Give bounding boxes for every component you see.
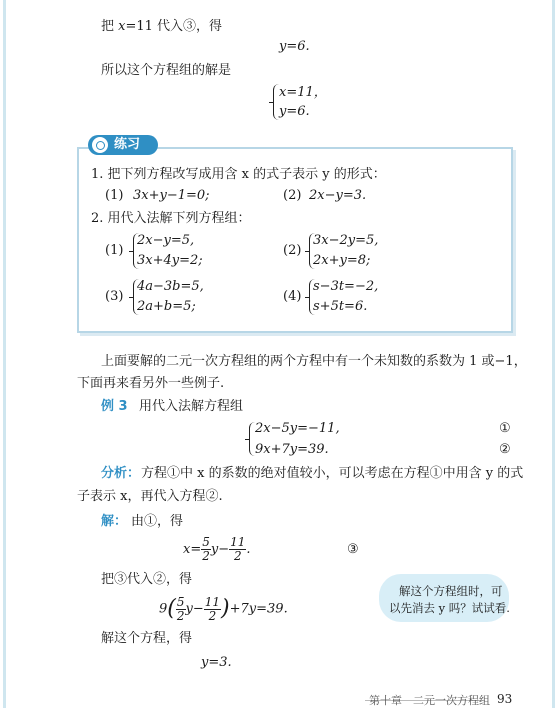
analysis-line2: 子表示 x，再代入方程②. [77, 489, 223, 504]
text-mid: =11 代入③，得 [125, 19, 223, 34]
tip-line1: 解这个方程组时，可 [399, 584, 503, 598]
exercise-title: 练习 [114, 137, 141, 152]
eq3-mid: y− [210, 542, 230, 557]
var-x: x [118, 19, 126, 34]
q1a-eq: 3x+y−1=0; [133, 188, 210, 203]
right-paren: ) [221, 596, 230, 621]
solution-intro: 所以这个方程组的解是 [101, 63, 232, 78]
example-text: 用代入法解方程组 [139, 399, 244, 414]
solution-eq2: y=6. [279, 104, 310, 119]
p3-label: (3) [105, 289, 124, 304]
paragraph-line1: 上面要解的二元一次方程组的两个方程中有一个未知数的系数为 1 或−1， [101, 354, 527, 369]
q1b-eq: 2x−y=3. [309, 188, 367, 203]
frac1-den: 2 [202, 549, 210, 563]
analysis-line1: 方程①中 x 的系数的绝对值较小，可以考虑在方程①中用含 y 的式 [141, 466, 524, 481]
fraction-11-2-b [204, 596, 221, 623]
eq3-pre: x= [183, 542, 202, 557]
page-edge-right [552, 0, 555, 708]
exercise-q2: 2. 用代入法解下列方程组： [91, 211, 251, 226]
example-eq1: 2x−5y=−11, [255, 421, 340, 436]
solve-equation-text: 解这个方程，得 [101, 631, 193, 646]
footer-chapter: 第十章 二元一次方程组 [369, 694, 490, 707]
fraction-5-2 [201, 536, 211, 563]
p2-eq1: 3x−2y=5, [313, 233, 379, 248]
tip-line2: 以先消去 y 吗？试试看. [389, 601, 510, 615]
p4-eq2: s+5t=6. [313, 299, 368, 314]
result-y: y=3. [201, 655, 232, 670]
p4-eq1: s−3t=−2, [313, 279, 379, 294]
p1-label: (1) [105, 243, 124, 258]
exercise-tab [88, 135, 158, 155]
frac3-num: 5 [176, 594, 185, 609]
paragraph-line2: 下面再来看另外一些例子. [77, 376, 225, 391]
fraction-11-2 [229, 536, 246, 563]
eq4-pre: 9 [159, 601, 168, 617]
frac2-den: 2 [233, 549, 242, 563]
p2-label: (2) [283, 243, 302, 258]
p4-label: (4) [283, 289, 302, 304]
p3-eq2: 2a+b=5; [137, 299, 196, 314]
p2-eq2: 2x+y=8; [313, 253, 371, 268]
exercise-q1: 1. 把下列方程改写成用含 x 的式子表示 y 的形式： [91, 167, 386, 182]
substitute-text: 把③代入②，得 [101, 572, 193, 587]
frac3-den: 2 [176, 608, 185, 623]
page-number: 93 [497, 692, 513, 706]
example-label: 例 3 [101, 399, 128, 414]
eq1-marker: ① [499, 421, 511, 436]
eq3 [183, 535, 251, 565]
solution-text: 由①，得 [131, 514, 184, 529]
page-edge-left [3, 0, 6, 708]
analysis-label: 分析： [101, 466, 141, 481]
frac4-den: 2 [208, 608, 217, 623]
p1-eq1: 2x−y=5, [137, 233, 195, 248]
fraction-5-2-b [176, 596, 186, 623]
p3-eq1: 4a−3b=5, [137, 279, 204, 294]
y-value-line: y=6. [279, 39, 310, 54]
q1b-label: (2) [283, 188, 302, 203]
tip-bubble [379, 574, 509, 622]
eq3-marker: ③ [347, 542, 359, 557]
textbook-page [3, 0, 555, 708]
frac1-num: 5 [202, 535, 210, 549]
example-eq2: 9x+7y=39. [255, 442, 329, 457]
eq4-mid: y− [185, 601, 204, 617]
frac4-num: 11 [204, 594, 221, 609]
left-paren: ( [167, 596, 176, 621]
eq2-marker: ② [499, 442, 511, 457]
eq4-end: +7y=39. [229, 601, 288, 617]
solution-eq1: x=11， [279, 85, 327, 100]
p1-eq2: 3x+4y=2; [137, 253, 203, 268]
solution-label: 解： [101, 514, 128, 529]
frac2-num: 11 [230, 535, 246, 549]
q1a-label: (1) [105, 188, 124, 203]
eq4 [159, 593, 288, 626]
eq3-end: . [246, 542, 251, 557]
pencil-badge-icon [92, 137, 108, 153]
substitution-line [101, 18, 222, 36]
text-pre: 把 [101, 19, 119, 34]
